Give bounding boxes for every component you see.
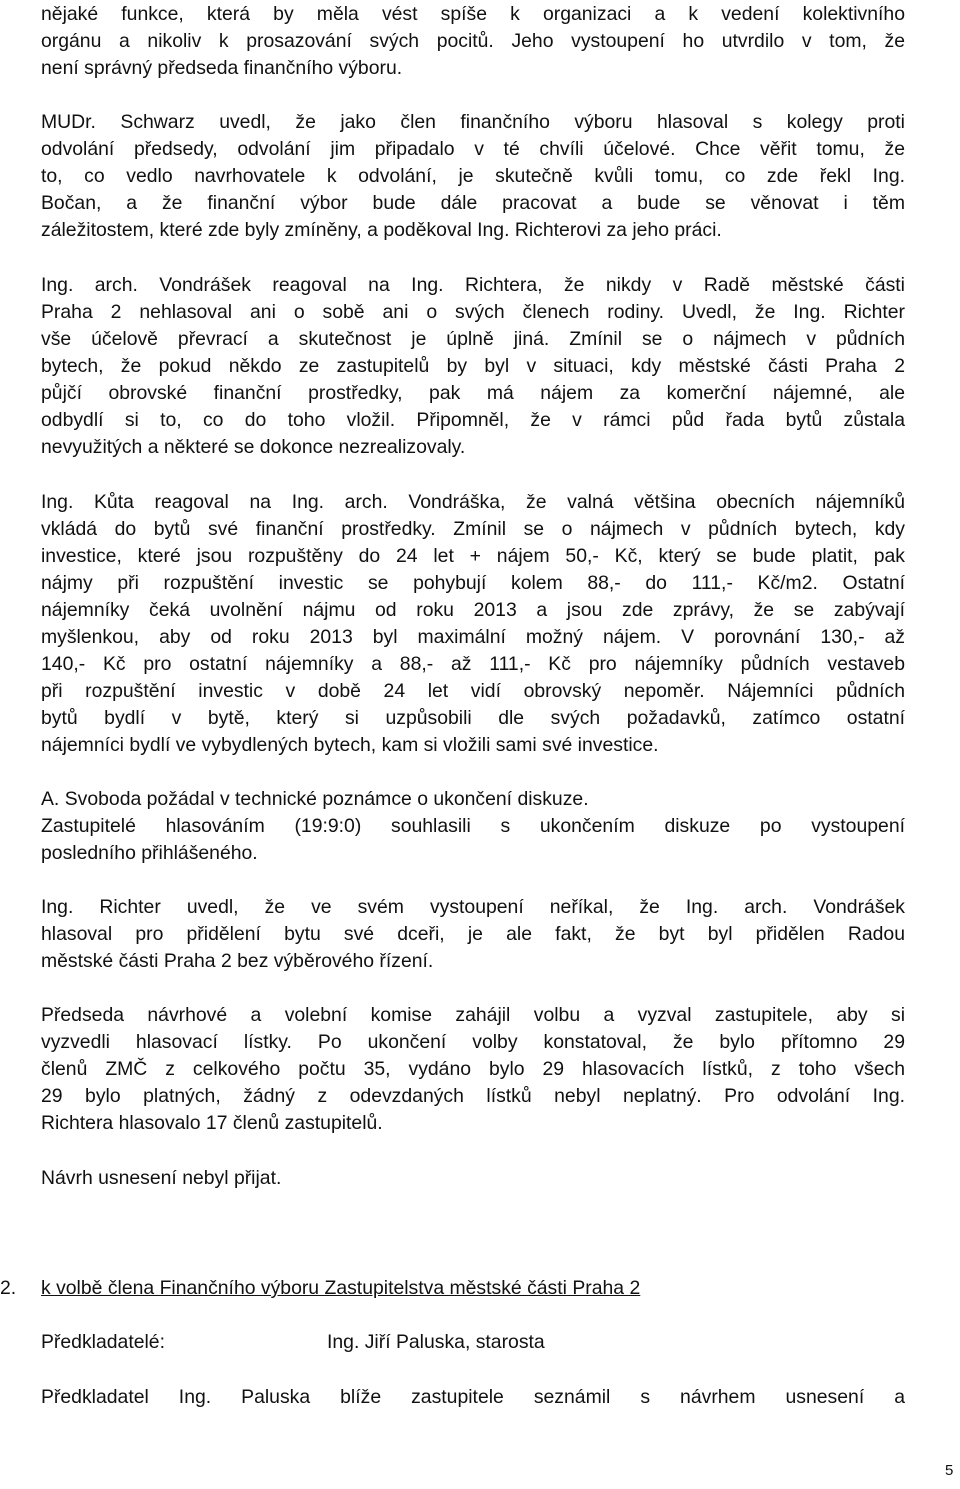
text-line: půjčí obrovské finanční prostředky, pak má nájem za komerční nájemné, ale [41,382,905,404]
text-line: Předseda návrhové a volební komise zahájil volbu a vyzval zastupitele, aby si [41,1004,905,1026]
text-line: Richtera hlasovalo 17 členů zastupitelů. [41,1112,383,1134]
text-line: záležitostem, které zde byly zmíněny, a poděkoval Ing. Richterovi za jeho práci. [41,219,722,241]
text-line: Návrh usnesení nebyl přijat. [41,1167,282,1189]
text-line: Bočan, a že finanční výbor bude dále pracovat a bude se věnovat i těm [41,192,905,214]
text-line: Ing. Kůta reagoval na Ing. arch. Vondráška, že valná většina obecních nájemníků [41,491,905,513]
text-line: posledního přihlášeného. [41,842,258,864]
text-line: to, co vedlo navrhovatele k odvolání, je skutečně kvůli tomu, co zde řekl Ing. [41,165,905,187]
text-line: myšlenkou, aby od roku 2013 byl maximální možný nájem. V porovnání 130,- až [41,626,905,648]
text-line: hlasoval pro přidělení bytu své dceři, je ale fakt, že byt byl přidělen Radou [41,923,905,945]
text-line: nějaké funkce, která by měla vést spíše k organizaci a k vedení kolektivního [41,3,905,25]
text-line: městské části Praha 2 bez výběrového řízení. [41,950,434,972]
text-line: bytech, že pokud někdo ze zastupitelů by byl v situaci, kdy městské části Praha 2 [41,355,905,377]
section-number: 2. [0,1277,17,1299]
text-line: vše účelově převrací a skutečnost je úplně jiná. Zmínil se o nájmech v půdních [41,328,905,350]
text-line: orgánu a nikoliv k prosazování svých pocitů. Jeho vystoupení ho utvrdilo v tom, že [41,30,905,52]
text-line: Ing. Richter uvedl, že ve svém vystoupení neříkal, že Ing. arch. Vondrášek [41,896,905,918]
text-line: bytů bydlí v bytě, který si uzpůsobili dle svých požadavků, zatímco ostatní [41,707,905,729]
closing-line: Předkladatel Ing. Paluska blíže zastupitele seznámil s návrhem usnesení a [41,1386,905,1408]
submitters-value: Ing. Jiří Paluska, starosta [327,1331,545,1353]
text-line: vyzvedli hlasovací lístky. Po ukončení volby konstatoval, že bylo přítomno 29 [41,1031,905,1053]
text-line: nevyužitých a některé se dokonce nezrealizovaly. [41,436,466,458]
text-line: investice, které jsou rozpuštěny do 24 let + nájem 50,- Kč, který se bude platit, pak [41,545,905,567]
section-title: k volbě člena Finančního výboru Zastupitelstva městské části Praha 2 [41,1277,641,1299]
text-line: není správný předseda finančního výboru. [41,57,403,79]
text-line: Zastupitelé hlasováním (19:9:0) souhlasili s ukončením diskuze po vystoupení [41,815,905,837]
text-line: nájmy při rozpuštění investic se pohybují kolem 88,- do 111,- Kč/m2. Ostatní [41,572,905,594]
submitters-label: Předkladatelé: [41,1331,165,1353]
text-line: A. Svoboda požádal v technické poznámce o ukončení diskuze. [41,788,589,810]
text-line: odbydlí si to, co do toho vložil. Připomněl, že v rámci půd řada bytů zůstala [41,409,905,431]
submitters-row [41,1329,905,1356]
text-line: odvolání předsedy, odvolání jim připadalo v té chvíli účelové. Chce věřit tomu, že [41,138,905,160]
page-number: 5 [945,1462,954,1479]
text-line: při rozpuštění investic v době 24 let vidí obrovský nepoměr. Nájemníci půdních [41,680,905,702]
text-line: Praha 2 nehlasoval ani o sobě ani o svých členech rodiny. Uvedl, že Ing. Richter [41,301,905,323]
text-line: nájemníci bydlí ve vybydlených bytech, kam si vložili sami své investice. [41,734,659,756]
text-line: 140,- Kč pro ostatní nájemníky a 88,- až 111,- Kč pro nájemníky půdních vestaveb [41,653,905,675]
text-line: nájemníky čeká uvolnění nájmu od roku 2013 a jsou zde zprávy, že se zabývají [41,599,905,621]
text-line: MUDr. Schwarz uvedl, že jako člen finančního výboru hlasoval s kolegy proti [41,111,905,133]
text-line: 29 bylo platných, žádný z odevzdaných lístků nebyl neplatný. Pro odvolání Ing. [41,1085,905,1107]
text-line: členů ZMČ z celkového počtu 35, vydáno bylo 29 hlasovacích lístků, z toho všech [41,1058,905,1080]
text-line: vkládá do bytů své finanční prostředky. Zmínil se o nájmech v půdních bytech, kdy [41,518,905,540]
text-line: Ing. arch. Vondrášek reagoval na Ing. Richtera, že nikdy v Radě městské části [41,274,905,296]
